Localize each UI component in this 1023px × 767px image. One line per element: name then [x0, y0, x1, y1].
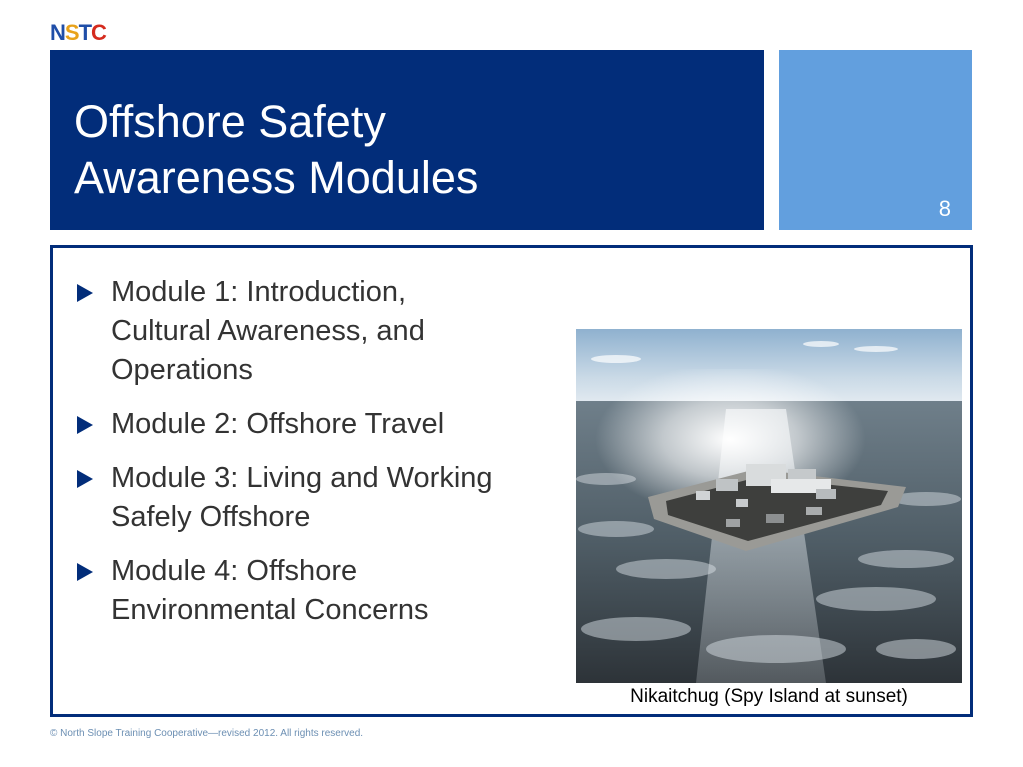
- photo-caption: Nikaitchug (Spy Island at sunset): [630, 686, 908, 707]
- content-frame: [50, 245, 973, 717]
- slide-title: [74, 94, 734, 206]
- bullet-line: Module 4: Offshore: [111, 555, 358, 587]
- copyright-footer: © North Slope Training Cooperative—revised 2012. All rights reserved.: [50, 728, 364, 739]
- bullet-item-module-4: [75, 552, 555, 630]
- island-photo-illustration: [576, 329, 962, 683]
- title-panel: [50, 50, 764, 230]
- slide-number: 8: [938, 196, 951, 221]
- nstc-logo: [50, 22, 120, 44]
- logo-letter-n: N: [50, 20, 65, 45]
- bullet-line: Module 2: Offshore Travel: [111, 408, 445, 440]
- logo-letter-t: T: [78, 20, 92, 45]
- slide-title-line-2: Awareness Modules: [74, 152, 479, 203]
- bullet-item-module-1: [75, 273, 555, 390]
- triangle-bullet-icon: [77, 470, 93, 488]
- bullet-line: Operations: [111, 354, 253, 386]
- bullet-item-module-2: [75, 405, 555, 444]
- bullet-line: Module 3: Living and Working: [111, 462, 493, 494]
- bullet-line: Environmental Concerns: [111, 594, 429, 626]
- bullet-line: Module 1: Introduction,: [111, 276, 407, 308]
- logo-letter-c: C: [91, 20, 106, 45]
- bullet-list: [75, 273, 555, 645]
- logo-letter-s: S: [64, 20, 79, 45]
- triangle-bullet-icon: [77, 563, 93, 581]
- bullet-line: Cultural Awareness, and: [111, 315, 425, 347]
- triangle-bullet-icon: [77, 284, 93, 302]
- triangle-bullet-icon: [77, 416, 93, 434]
- bullet-item-module-3: [75, 459, 555, 537]
- aerial-island-photo: [576, 329, 962, 683]
- slide-title-line-1: Offshore Safety: [74, 96, 386, 147]
- slide-number-panel: [779, 50, 972, 230]
- bullet-line: Safely Offshore: [111, 501, 311, 533]
